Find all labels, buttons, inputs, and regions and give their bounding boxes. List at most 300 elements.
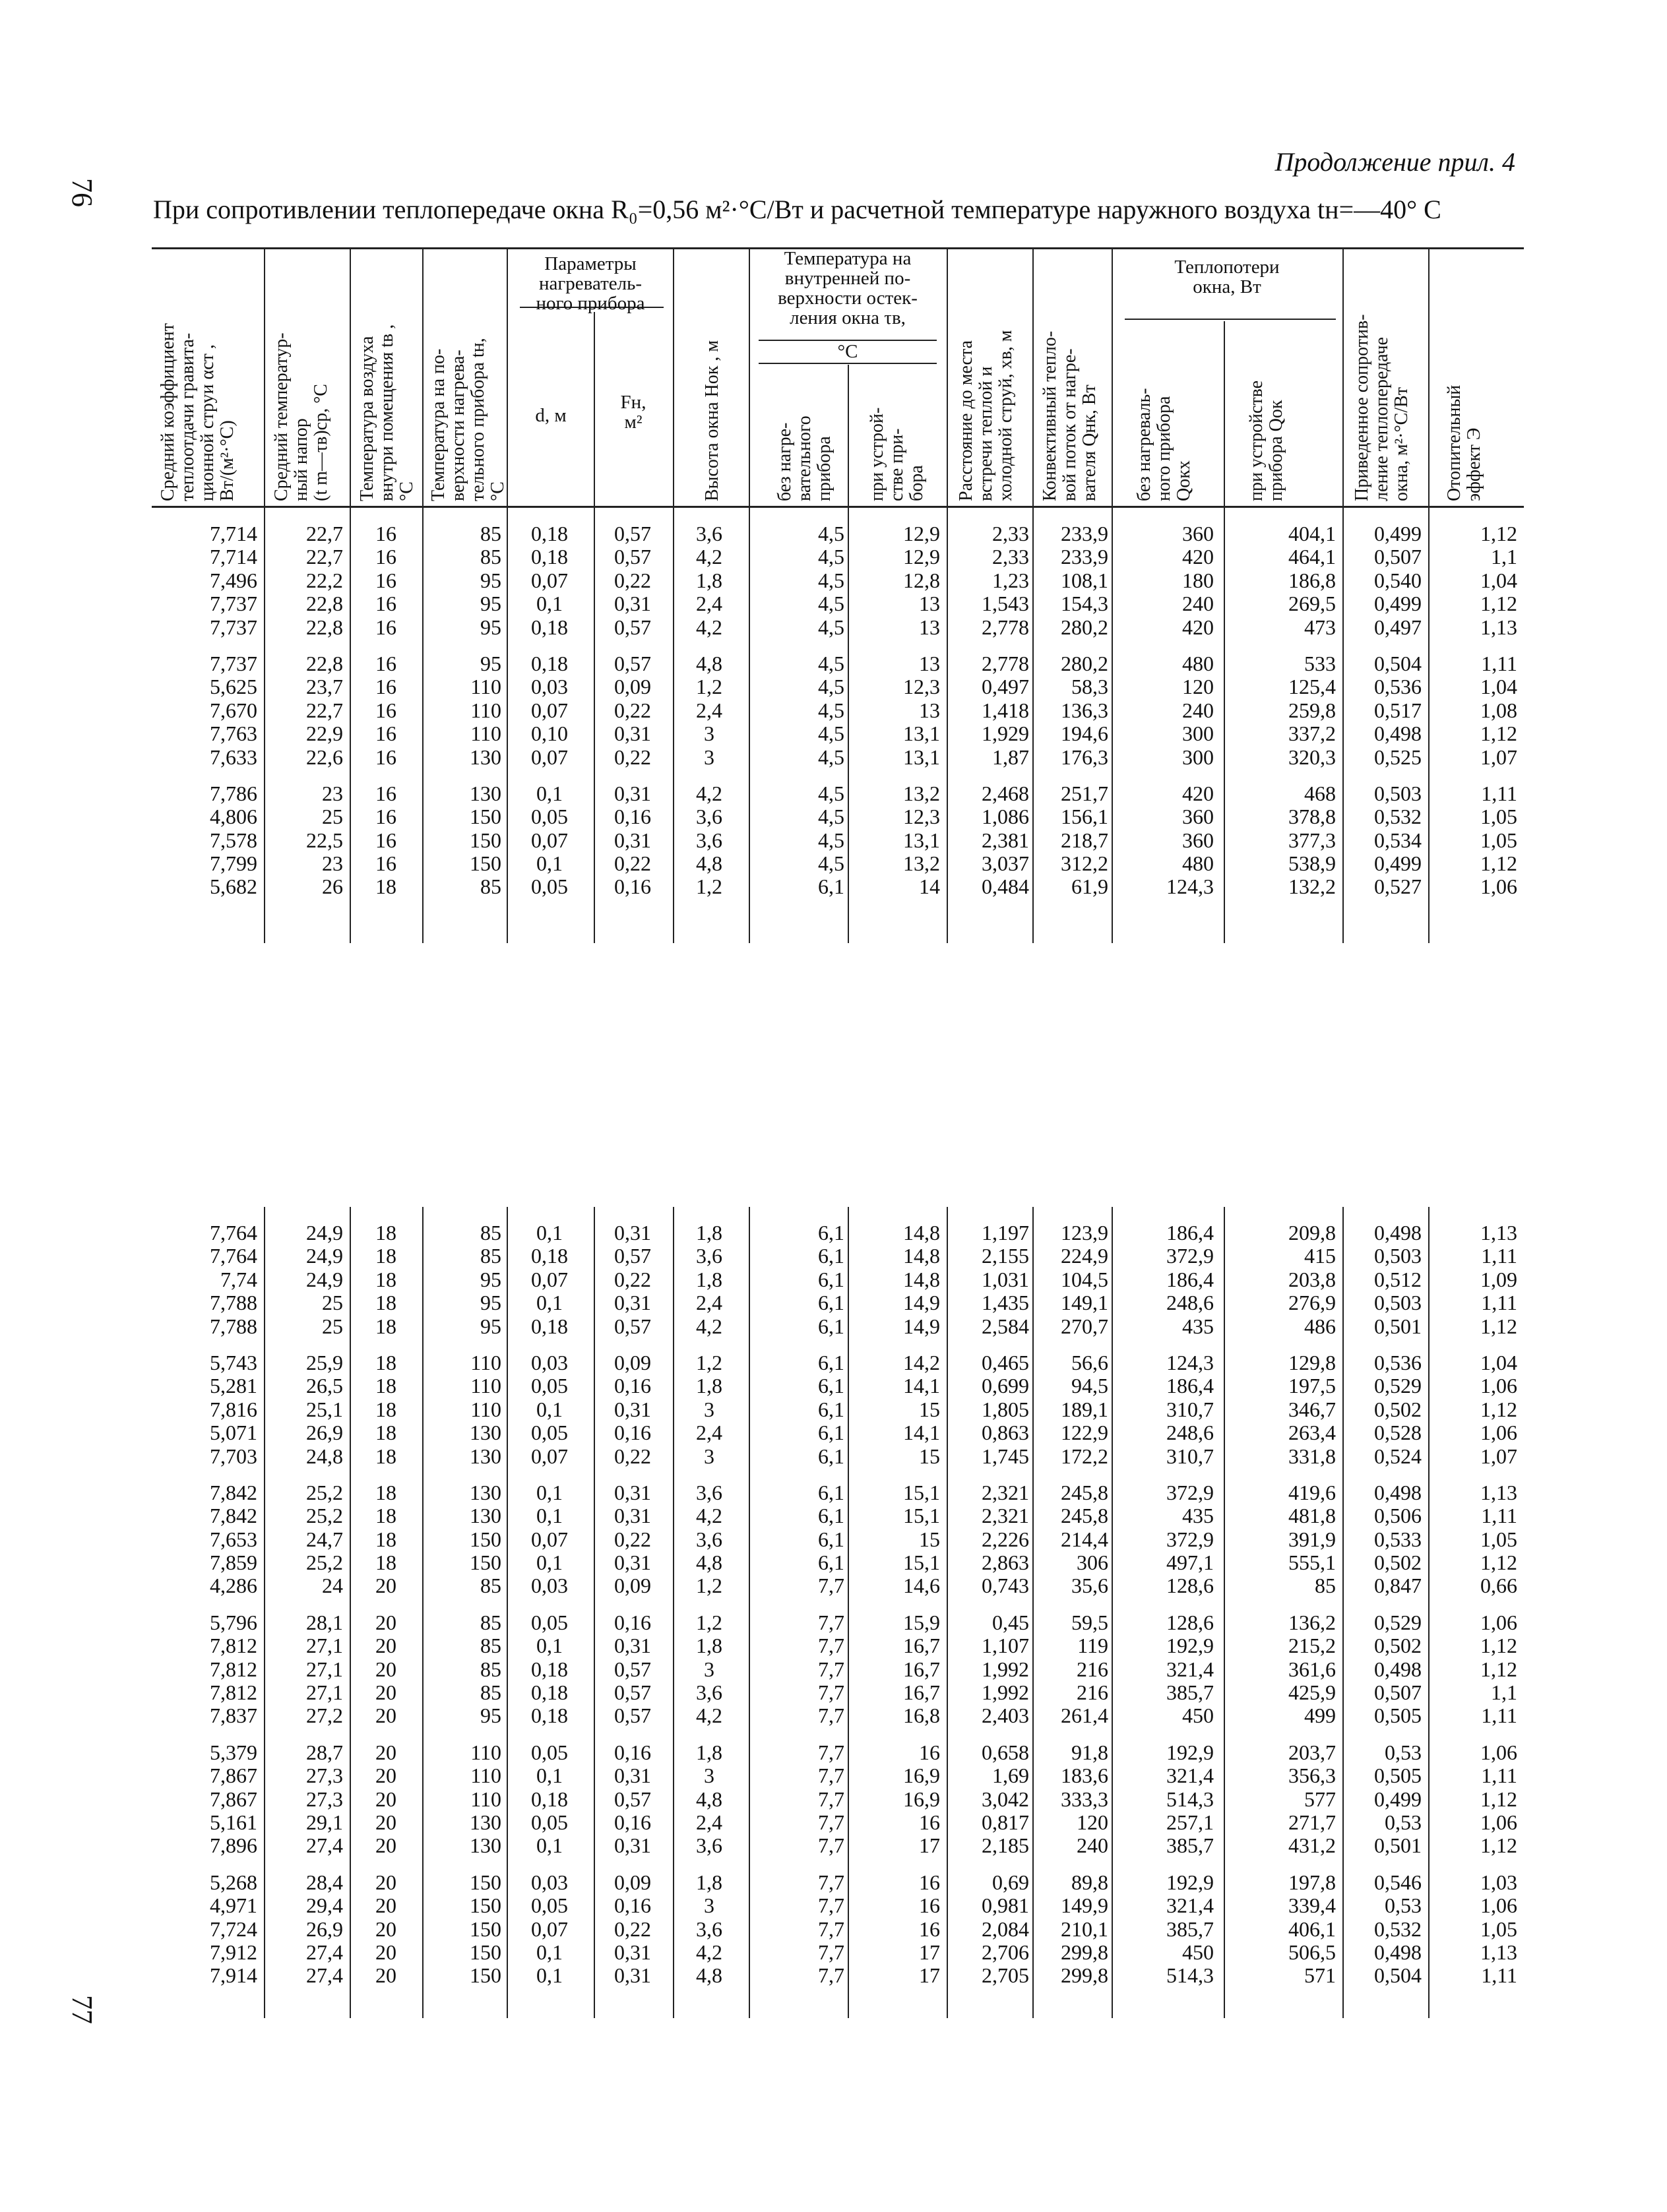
table-cell: 7,653 [210,1527,257,1551]
table-cell: 4,5 [818,545,844,569]
table-cell: 4,971 [210,1893,257,1918]
table-cell: 0,18 [531,522,568,545]
table-cell: 7,799 [210,851,257,876]
table-cell: 506,5 [1288,1940,1336,1964]
table-cell: 14,8 [903,1221,940,1244]
table-cell: 3,6 [696,1833,722,1858]
table-cell: 1,12 [1480,1833,1517,1858]
table-cell: 224,9 [1061,1244,1108,1268]
table-cell: 7,496 [210,568,257,592]
table-cell: 16 [375,651,396,675]
table-cell: 16 [375,745,396,769]
table-cell: 28,4 [306,1870,343,1894]
table-cell: 0,16 [614,1610,651,1634]
table-cell: 13,2 [903,781,940,805]
table-cell: 0,22 [614,568,651,592]
table-cell: 0,528 [1374,1421,1422,1445]
table-cell: 150 [470,1527,501,1551]
table-cell: 240 [1077,1833,1108,1858]
table-cell: 216 [1077,1657,1108,1681]
table-cell: 7,764 [210,1244,257,1268]
table-cell: 2,706 [982,1940,1029,1964]
table-cell: 25 [322,1291,343,1315]
table-cell: 299,8 [1061,1940,1108,1964]
table-cell: 1,8 [696,1740,722,1764]
table-cell: 2,778 [982,651,1029,675]
top-column-4 [425,522,501,899]
table-cell: 7,786 [210,781,257,805]
table-cell: 132,2 [1288,875,1336,899]
table-cell: 7,737 [210,592,257,616]
table-cell: 7,7 [818,1940,844,1964]
table-cell: 3,6 [696,1917,722,1941]
table-cell: 4,5 [818,805,844,829]
table-header [152,247,1524,508]
table-cell: 61,9 [1071,875,1108,899]
table-cell: 104,5 [1061,1267,1108,1291]
table-cell: 16 [375,781,396,805]
table-cell: 2,33 [992,522,1029,545]
table-cell: 514,3 [1166,1963,1214,1988]
table-cell: 280,2 [1061,615,1108,639]
table-cell: 3,6 [696,828,722,852]
table-cell: 0,57 [614,1704,651,1728]
table-cell: 119 [1077,1634,1108,1658]
table-cell: 435 [1182,1314,1214,1338]
table-cell: 16,7 [903,1680,940,1705]
table-cell: 480 [1182,651,1214,675]
table-cell: 0,22 [614,851,651,876]
table-cell: 16 [375,615,396,639]
table-cell: 420 [1182,545,1214,569]
table-cell: 2,381 [982,828,1029,852]
table-cell: 0,503 [1374,1244,1422,1268]
table-cell: 2,4 [696,592,722,616]
table-cell: 18 [375,1374,396,1398]
top-column-12 [1115,522,1214,899]
table-cell: 0,22 [614,1267,651,1291]
table-cell: 1,418 [982,698,1029,722]
table-cell: 0,1 [536,1480,563,1504]
table-cell: 0,57 [614,1787,651,1811]
table-cell: 0,16 [614,1740,651,1764]
table-cell: 385,7 [1166,1680,1214,1705]
table-cell: 20 [375,1870,396,1894]
table-cell: 130 [470,781,501,805]
table-cell: 0,507 [1374,1680,1422,1705]
table-cell: 280,2 [1061,651,1108,675]
table-cell: 58,3 [1071,675,1108,699]
table-cell: 29,1 [306,1810,343,1834]
table-cell: 17 [919,1963,940,1988]
table-cell: 218,7 [1061,828,1108,852]
table-cell: 1,992 [982,1680,1029,1705]
table-cell: 7,7 [818,1740,844,1764]
table-cell: 20 [375,1610,396,1634]
table-cell: 0,69 [992,1870,1029,1894]
table-cell: 1,03 [1480,1870,1517,1894]
table-cell: 183,6 [1061,1764,1108,1788]
table-cell: 6,1 [818,1291,844,1315]
table-cell: 577 [1304,1787,1336,1811]
table-cell: 269,5 [1288,592,1336,616]
table-cell: 1,11 [1481,1291,1517,1315]
table-cell: 4,8 [696,651,722,675]
table-cell: 26 [322,875,343,899]
table-cell: 85 [480,1634,501,1658]
table-cell: 0,31 [614,1764,651,1788]
bottom-column-2 [270,1221,343,1988]
table-cell: 18 [375,1421,396,1445]
table-cell: 22,2 [306,568,343,592]
table-cell: 0,503 [1374,1291,1422,1315]
table-cell: 16 [919,1870,940,1894]
table-cell: 0,517 [1374,698,1422,722]
table-cell: 4,2 [696,1314,722,1338]
table-cell: 150 [470,1893,501,1918]
table-cell: 28,1 [306,1610,343,1634]
table-cell: 120 [1077,1810,1108,1834]
table-cell: 16 [375,545,396,569]
table-cell: 128,6 [1166,1574,1214,1598]
header-loss-without: без нагреваль- ного прибора Qокх [1134,388,1194,501]
table-cell: 271,7 [1288,1810,1336,1834]
table-cell: 2,584 [982,1314,1029,1338]
table-cell: 7,912 [210,1940,257,1964]
table-cell: 1,04 [1480,675,1517,699]
table-cell: 1,06 [1480,875,1517,899]
table-cell: 0,07 [531,1917,568,1941]
table-cell: 0,05 [531,1893,568,1918]
table-cell: 1,12 [1480,522,1517,545]
table-cell: 1,2 [696,875,722,899]
table-cell: 1,11 [1481,651,1517,675]
top-column-11 [1036,522,1108,899]
table-cell: 25 [322,1314,343,1338]
table-cell: 1,8 [696,568,722,592]
table-cell: 197,8 [1288,1870,1336,1894]
table-cell: 3 [704,1397,714,1421]
bottom-column-9 [851,1221,940,1988]
table-cell: 15,9 [903,1610,940,1634]
table-cell: 0,1 [536,1504,563,1528]
table-cell: 346,7 [1288,1397,1336,1421]
table-cell: 130 [470,1810,501,1834]
table-cell: 17 [919,1940,940,1964]
table-cell: 25 [322,805,343,829]
table-cell: 16 [919,1740,940,1764]
table-cell: 25,2 [306,1504,343,1528]
table-cell: 0,07 [531,745,568,769]
table-cell: 7,74 [220,1267,257,1291]
table-body-bottom [152,1207,1524,2018]
table-cell: 372,9 [1166,1527,1214,1551]
table-cell: 23 [322,851,343,876]
table-cell: 130 [470,1833,501,1858]
table-cell: 25,9 [306,1350,343,1374]
table-cell: 23 [322,781,343,805]
table-cell: 0,57 [614,545,651,569]
table-cell: 0,1 [536,1397,563,1421]
table-cell: 497,1 [1166,1551,1214,1575]
table-cell: 15 [919,1444,940,1468]
table-cell: 4,5 [818,615,844,639]
table-cell: 1,05 [1480,805,1517,829]
table-cell: 6,1 [818,1480,844,1504]
table-cell: 480 [1182,851,1214,876]
header-resistance: Приведенное сопротив- ление теплопередаче окна, м²·°С/Вт [1352,314,1412,501]
table-cell: 0,31 [614,1963,651,1988]
table-cell: 3 [704,722,714,746]
table-cell: 0,22 [614,698,651,722]
table-cell: 1,2 [696,675,722,699]
table-cell: 4,5 [818,781,844,805]
table-cell: 20 [375,1704,396,1728]
table-cell: 110 [470,722,501,746]
table-cell: 1,06 [1480,1810,1517,1834]
table-cell: 20 [375,1764,396,1788]
bottom-column-8 [752,1221,844,1988]
header-glass-temp: Температура на внутренней по- верхности остек- ления окна τв, [778,248,918,328]
table-cell: 149,1 [1061,1291,1108,1315]
table-cell: 0,18 [531,1314,568,1338]
table-cell: 12,9 [903,522,940,545]
table-cell: 7,7 [818,1870,844,1894]
table-cell: 4,5 [818,592,844,616]
table-cell: 1,05 [1480,828,1517,852]
table-cell: 2,155 [982,1244,1029,1268]
table-cell: 0,03 [531,675,568,699]
table-cell: 192,9 [1166,1740,1214,1764]
table-cell: 203,7 [1288,1740,1336,1764]
table-cell: 404,1 [1288,522,1336,545]
table-cell: 14,9 [903,1314,940,1338]
table-cell: 108,1 [1061,568,1108,592]
table-cell: 7,670 [210,698,257,722]
table-cell: 2,705 [982,1963,1029,1988]
table-cell: 2,468 [982,781,1029,805]
table-cell: 1,11 [1481,1704,1517,1728]
table-cell: 128,6 [1166,1610,1214,1634]
table-cell: 130 [470,1421,501,1445]
table-cell: 95 [480,592,501,616]
table-cell: 85 [480,875,501,899]
table-cell: 1,05 [1480,1527,1517,1551]
table-cell: 2,863 [982,1551,1029,1575]
table-cell: 0,05 [531,1610,568,1634]
top-column-14 [1346,522,1422,899]
table-cell: 0,536 [1374,1350,1422,1374]
table-cell: 0,05 [531,1374,568,1398]
table-cell: 2,4 [696,1291,722,1315]
table-cell: 1,04 [1480,1350,1517,1374]
table-cell: 1,07 [1480,1444,1517,1468]
table-cell: 214,4 [1061,1527,1108,1551]
table-cell: 1,11 [1481,1963,1517,1988]
table-cell: 0,503 [1374,781,1422,805]
table-cell: 0,498 [1374,1480,1422,1504]
table-cell: 4,5 [818,568,844,592]
table-cell: 0,31 [614,781,651,805]
table-cell: 59,5 [1071,1610,1108,1634]
table-cell: 1,06 [1480,1374,1517,1398]
table-cell: 16 [375,722,396,746]
table-cell: 538,9 [1288,851,1336,876]
table-cell: 24,9 [306,1221,343,1244]
table-cell: 209,8 [1288,1221,1336,1244]
table-cell: 6,1 [818,1267,844,1291]
table-cell: 0,03 [531,1870,568,1894]
header-window-height: Высота окна Hок , м [702,340,722,501]
table-cell: 306 [1077,1551,1108,1575]
table-cell: 0,847 [1374,1574,1422,1598]
table-cell: 27,4 [306,1963,343,1988]
table-cell: 7,7 [818,1764,844,1788]
table-cell: 1,05 [1480,1917,1517,1941]
table-cell: 16,8 [903,1704,940,1728]
table-cell: 20 [375,1917,396,1941]
table-cell: 320,3 [1288,745,1336,769]
table-cell: 26,9 [306,1917,343,1941]
table-cell: 321,4 [1166,1893,1214,1918]
table-cell: 7,812 [210,1634,257,1658]
table-cell: 4,5 [818,851,844,876]
table-cell: 233,9 [1061,522,1108,545]
table-cell: 129,8 [1288,1350,1336,1374]
table-cell: 7,763 [210,722,257,746]
table-cell: 2,403 [982,1704,1029,1728]
table-cell: 464,1 [1288,545,1336,569]
table-cell: 27,1 [306,1657,343,1681]
table-cell: 0,16 [614,1421,651,1445]
table-cell: 7,788 [210,1314,257,1338]
table-cell: 13 [919,651,940,675]
table-cell: 91,8 [1071,1740,1108,1764]
table-cell: 0,498 [1374,1657,1422,1681]
table-cell: 203,8 [1288,1267,1336,1291]
table-cell: 7,7 [818,1610,844,1634]
table-cell: 20 [375,1740,396,1764]
table-cell: 372,9 [1166,1480,1214,1504]
table-cell: 18 [375,1444,396,1468]
table-cell: 1,2 [696,1610,722,1634]
table-cell: 1,2 [696,1574,722,1598]
table-cell: 85 [480,545,501,569]
table-cell: 24,9 [306,1267,343,1291]
table-cell: 0,31 [614,1634,651,1658]
table-cell: 1,12 [1480,1634,1517,1658]
table-cell: 1,12 [1480,1551,1517,1575]
table-cell: 3,6 [696,1680,722,1705]
table-cell: 0,57 [614,1657,651,1681]
table-cell: 189,1 [1061,1397,1108,1421]
table-cell: 22,6 [306,745,343,769]
header-alpha: Средний коэффициент теплоотдачи гравита- ционной струи αст , Вт/(м²·°С) [158,323,237,501]
table-cell: 0,1 [536,1940,563,1964]
table-cell: 7,7 [818,1833,844,1858]
table-cell: 3,6 [696,1480,722,1504]
table-cell: 1,13 [1480,615,1517,639]
top-column-3 [353,522,419,899]
top-column-15 [1431,522,1517,899]
table-cell: 6,1 [818,1551,844,1575]
table-cell: 1,8 [696,1870,722,1894]
table-cell: 7,7 [818,1917,844,1941]
table-cell: 473 [1304,615,1336,639]
table-cell: 14,8 [903,1244,940,1268]
table-cell: 333,3 [1061,1787,1108,1811]
top-column-9 [851,522,940,899]
table-cell: 7,816 [210,1397,257,1421]
table-cell: 425,9 [1288,1680,1336,1705]
table-cell: 150 [470,1917,501,1941]
table-cell: 1,13 [1480,1480,1517,1504]
table-cell: 0,529 [1374,1610,1422,1634]
table-cell: 533 [1304,651,1336,675]
table-cell: 6,1 [818,1350,844,1374]
table-cell: 251,7 [1061,781,1108,805]
table-cell: 110 [470,1740,501,1764]
table-cell: 150 [470,1940,501,1964]
table-cell: 1,13 [1480,1940,1517,1964]
table-cell: 300 [1182,722,1214,746]
table-cell: 4,8 [696,1963,722,1988]
table-cell: 18 [375,1267,396,1291]
table-cell: 3 [704,1764,714,1788]
table-cell: 130 [470,1444,501,1468]
header-heater-params: Параметры нагреватель- ного прибора [536,253,645,314]
table-cell: 0,18 [531,1787,568,1811]
table-cell: 0,981 [982,1893,1029,1918]
table-cell: 1,12 [1480,1657,1517,1681]
table-cell: 16 [919,1917,940,1941]
table-cell: 263,4 [1288,1421,1336,1445]
table-cell: 3,6 [696,1244,722,1268]
table-cell: 0,504 [1374,651,1422,675]
table-cell: 5,379 [210,1740,257,1764]
table-cell: 18 [375,1527,396,1551]
table-cell: 2,4 [696,698,722,722]
table-cell: 150 [470,1963,501,1988]
table-cell: 257,1 [1166,1810,1214,1834]
bottom-column-5 [510,1221,589,1988]
table-cell: 85 [480,1657,501,1681]
table-cell: 192,9 [1166,1870,1214,1894]
table-cell: 18 [375,1221,396,1244]
table-cell: 14 [919,875,940,899]
table-cell: 20 [375,1787,396,1811]
table-cell: 120 [1182,675,1214,699]
table-cell: 7,737 [210,615,257,639]
table-cell: 270,7 [1061,1314,1108,1338]
header-d: d, м [535,405,567,426]
table-cell: 17 [919,1833,940,1858]
table-cell: 12,3 [903,805,940,829]
table-cell: 5,625 [210,675,257,699]
table-cell: 261,4 [1061,1704,1108,1728]
table-cell: 1,8 [696,1374,722,1398]
table-cell: 16 [375,568,396,592]
table-cell: 194,6 [1061,722,1108,746]
table-cell: 3,6 [696,805,722,829]
table-cell: 7,7 [818,1893,844,1918]
table-cell: 4,5 [818,698,844,722]
table-cell: 110 [470,1350,501,1374]
table-cell: 0,31 [614,1504,651,1528]
table-cell: 0,540 [1374,568,1422,592]
header-temp-head: Средний температур- ный напор (t m—τв)ср, °С [271,332,331,501]
table-cell: 0,18 [531,1657,568,1681]
